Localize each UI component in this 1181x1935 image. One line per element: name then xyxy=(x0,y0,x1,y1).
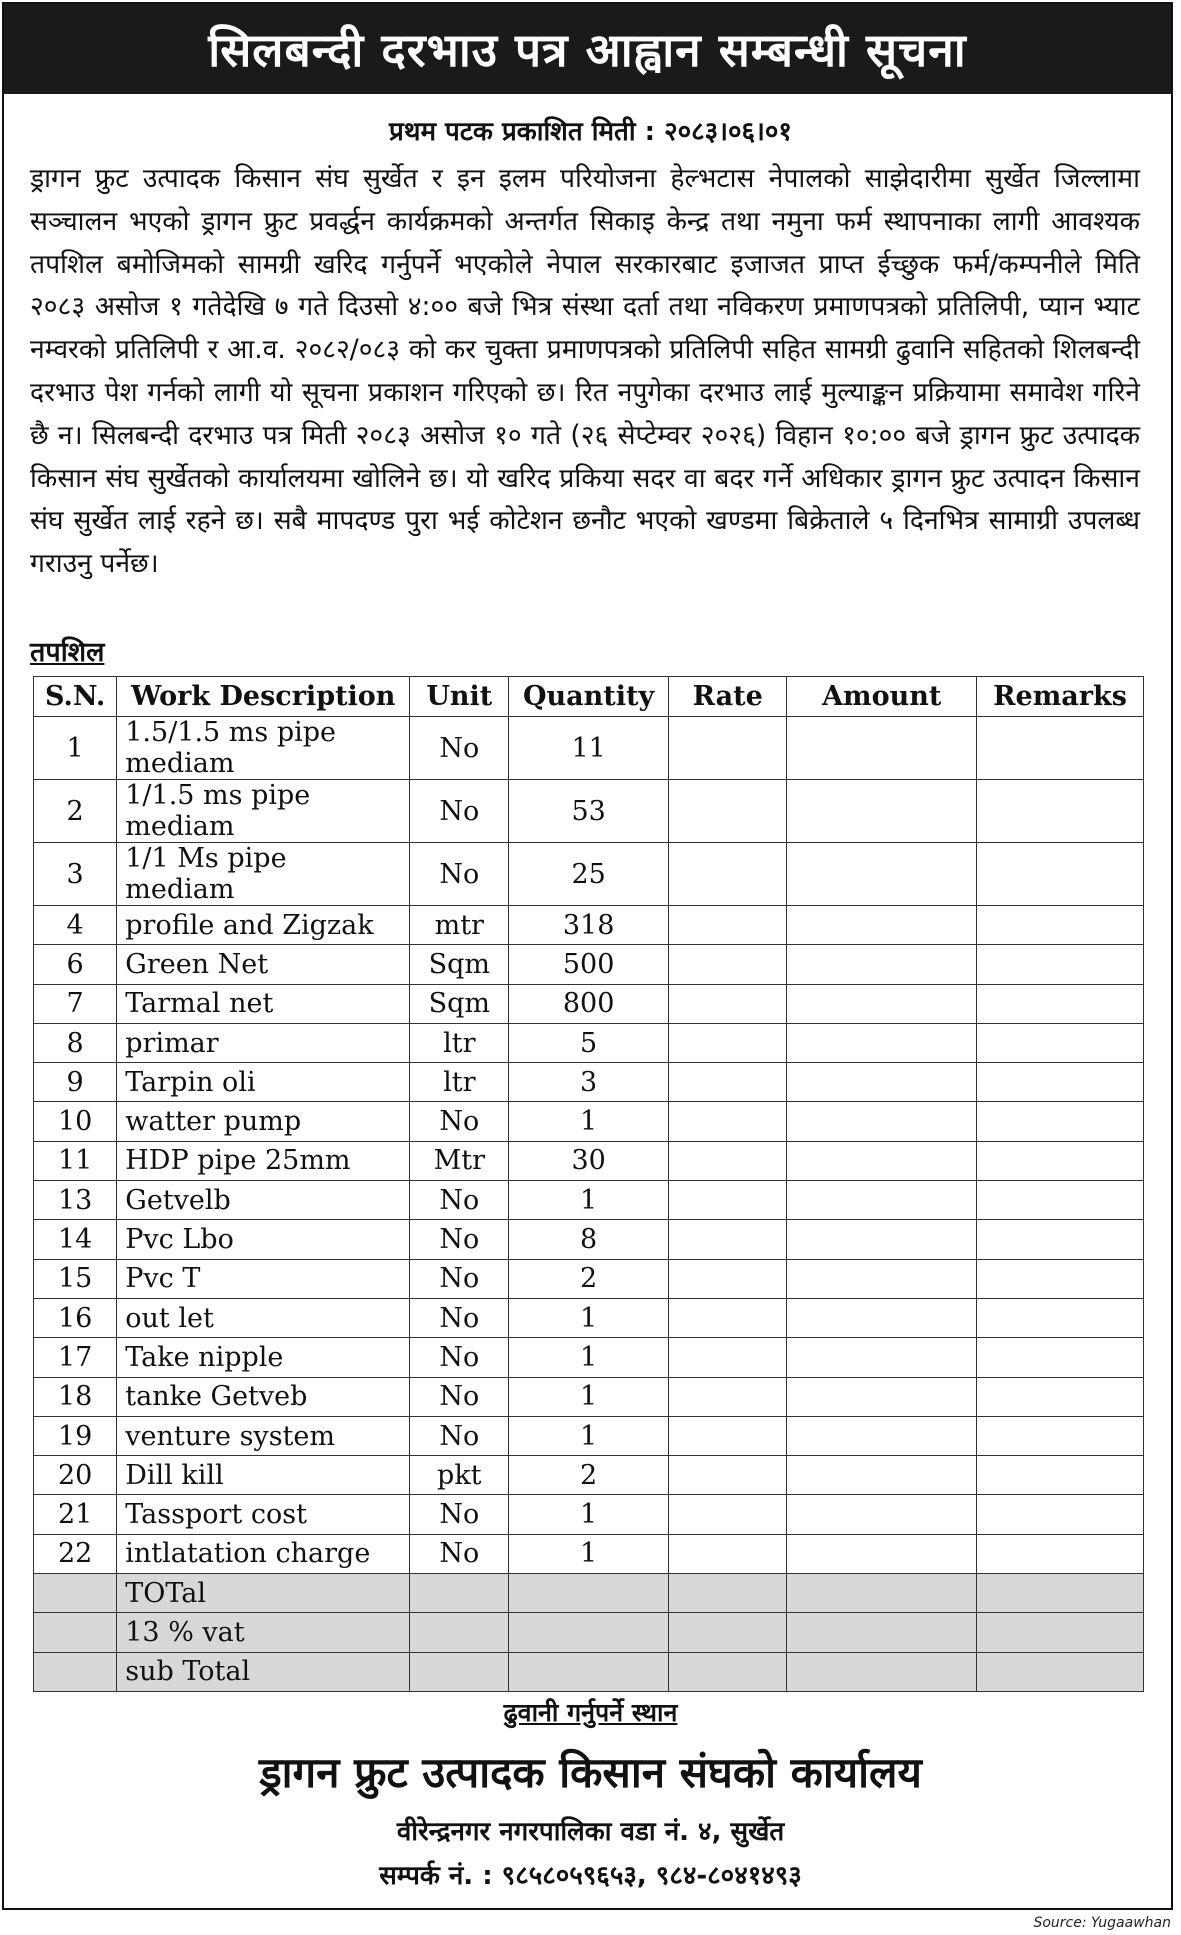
cell-remarks xyxy=(976,1338,1143,1377)
cell-description: Dill kill xyxy=(117,1456,410,1495)
cell-empty xyxy=(410,1652,509,1691)
delivery-location-label: ढुवानी गर्नुपर्ने स्थान xyxy=(503,1698,678,1727)
details-label: तपशिल xyxy=(30,637,105,668)
cell-empty xyxy=(410,1574,509,1613)
cell-remarks xyxy=(976,1416,1143,1455)
cell-amount xyxy=(787,1259,977,1298)
cell-description: out let xyxy=(117,1298,410,1337)
cell-rate xyxy=(668,843,786,906)
cell-remarks xyxy=(976,945,1143,984)
cell-amount xyxy=(787,1298,977,1337)
cell-amount xyxy=(787,1416,977,1455)
cell-unit: No xyxy=(410,1102,509,1141)
table-row xyxy=(34,1102,1144,1141)
cell-description: Green Net xyxy=(117,945,410,984)
col-header-quantity: Quantity xyxy=(509,677,669,717)
cell-empty xyxy=(410,1613,509,1652)
cell-amount xyxy=(787,1141,977,1180)
cell-sn: 22 xyxy=(34,1534,117,1573)
cell-description: HDP pipe 25mm xyxy=(117,1141,410,1180)
cell-empty xyxy=(509,1574,669,1613)
cell-sn: 15 xyxy=(34,1259,117,1298)
cell-description: Tassport cost xyxy=(117,1495,410,1534)
source-credit: Source: Yugaawhan xyxy=(1033,1915,1171,1931)
cell-description: venture system xyxy=(117,1416,410,1455)
cell-sn: 17 xyxy=(34,1338,117,1377)
cell-rate xyxy=(668,945,786,984)
cell-amount xyxy=(787,984,977,1023)
cell-quantity: 1 xyxy=(509,1495,669,1534)
cell-sn: 13 xyxy=(34,1181,117,1220)
cell-remarks xyxy=(976,1534,1143,1573)
cell-summary-label: TOTal xyxy=(117,1574,410,1613)
cell-sn: 3 xyxy=(34,843,117,906)
cell-empty xyxy=(976,1652,1143,1691)
cell-unit: pkt xyxy=(410,1456,509,1495)
notice-body: ड्रागन फ्रुट उत्पादक किसान संघ सुर्खेत र इन इलम परियोजना हेल्भटास नेपालको साझेदारीमा सुर्खेत जिल्लामा सञ्चालन भएको ड्रागन फ्रुट प्रवर्द्धन कार्यक्रमको अन्तर्गत सिकाइ केन्द्र तथा नमुना फर्म स्थापनाका लागी आवश्यक तपशिल बमोजिमको सामग्री खरिद गर्नुपर्ने भएकोले नेपाल सरकारबाट इजाजत प्राप्त ईच्छुक फर्म/कम्पनीले मिति २०८३ असोज १ गतेदेखि ७ गते दिउसो ४:०० बजे भित्र संस्था दर्ता तथा नविकरण प्रमाणपत्रको प्रतिलिपी, प्यान भ्याट नम्वरको प्रतिलिपी र आ.व. २०८२/०८३ को कर चुक्ता प्रमाणपत्रको प्रतिलिपी सहित सामग्री ढुवानि सहितको शिलबन्दी दरभाउ पेश गर्नको लागी यो सूचना प्रकाशन गरिएको छ। रित नपुगेका दरभाउ लाई मुल्याङ्कन प्रक्रियामा समावेश गरिने छै न। सिलबन्दी दरभाउ पत्र मिती २०८३ असोज १० गते (२६ सेप्टेम्वर २०२६) विहान १०:०० बजे ड्रागन फ्रुट उत्पादक किसान संघ सुर्खेतको कार्यालयमा खोलिने छ। यो खरिद प्रकिया सदर वा बदर गर्ने अधिकार ड्रागन फ्रुट उत्पादन किसान संघ सुर्खेत लाई रहने छ। सबै मापदण्ड पुरा भई कोटेशन छनौट भएको खण्डमा बिक्रेताले ५ दिनभित्र सामाग्री उपलब्ध गराउनु पर्नेछ। xyxy=(30,163,1140,580)
cell-unit: ltr xyxy=(410,1023,509,1062)
cell-sn xyxy=(34,1613,117,1652)
cell-amount xyxy=(787,1377,977,1416)
cell-quantity: 1 xyxy=(509,1298,669,1337)
cell-remarks xyxy=(976,1495,1143,1534)
cell-sn: 19 xyxy=(34,1416,117,1455)
office-address: वीरेन्द्रनगर नगरपालिका वडा नं. ४, सुर्खेत xyxy=(396,1817,785,1847)
cell-unit: ltr xyxy=(410,1063,509,1102)
cell-description: Take nipple xyxy=(117,1338,410,1377)
cell-quantity: 3 xyxy=(509,1063,669,1102)
cell-amount xyxy=(787,843,977,906)
cell-unit: mtr xyxy=(410,906,509,945)
cell-rate xyxy=(668,1063,786,1102)
cell-amount xyxy=(787,1495,977,1534)
table-row xyxy=(34,1063,1144,1102)
cell-amount xyxy=(787,1181,977,1220)
cell-rate xyxy=(668,1338,786,1377)
cell-rate xyxy=(668,1456,786,1495)
cell-quantity: 25 xyxy=(509,843,669,906)
table-row xyxy=(34,1377,1144,1416)
cell-description: primar xyxy=(117,1023,410,1062)
summary-row xyxy=(34,1574,1144,1613)
table-row xyxy=(34,1416,1144,1455)
cell-unit: No xyxy=(410,1495,509,1534)
cell-empty xyxy=(787,1613,977,1652)
cell-unit: No xyxy=(410,1377,509,1416)
cell-remarks xyxy=(976,1298,1143,1337)
table-header-row xyxy=(34,677,1144,717)
cell-unit: No xyxy=(410,1259,509,1298)
cell-description: profile and Zigzak xyxy=(117,906,410,945)
table-row xyxy=(34,843,1144,906)
cell-unit: No xyxy=(410,1534,509,1573)
cell-rate xyxy=(668,1181,786,1220)
table-row xyxy=(34,1181,1144,1220)
cell-unit: No xyxy=(410,780,509,843)
cell-empty xyxy=(976,1574,1143,1613)
cell-empty xyxy=(509,1652,669,1691)
cell-rate xyxy=(668,717,786,780)
cell-description: 1.5/1.5 ms pipe mediam xyxy=(117,717,410,780)
cell-remarks xyxy=(976,906,1143,945)
cell-description: Tarpin oli xyxy=(117,1063,410,1102)
table-row xyxy=(34,1259,1144,1298)
cell-unit: Sqm xyxy=(410,945,509,984)
cell-quantity: 2 xyxy=(509,1456,669,1495)
cell-quantity: 1 xyxy=(509,1338,669,1377)
cell-rate xyxy=(668,984,786,1023)
cell-description: 1/1.5 ms pipe mediam xyxy=(117,780,410,843)
cell-sn: 14 xyxy=(34,1220,117,1259)
cell-quantity: 1 xyxy=(509,1416,669,1455)
cell-remarks xyxy=(976,1456,1143,1495)
cell-sn: 11 xyxy=(34,1141,117,1180)
notice-title: सिलबन्दी दरभाउ पत्र आह्वान सम्बन्धी सूचना xyxy=(4,4,1171,94)
col-header-rate: Rate xyxy=(668,677,786,717)
cell-rate xyxy=(668,1102,786,1141)
cell-sn xyxy=(34,1652,117,1691)
cell-rate xyxy=(668,1416,786,1455)
cell-amount xyxy=(787,717,977,780)
cell-unit: Sqm xyxy=(410,984,509,1023)
cell-sn: 8 xyxy=(34,1023,117,1062)
cell-empty xyxy=(668,1652,786,1691)
cell-description: intlatation charge xyxy=(117,1534,410,1573)
table-row xyxy=(34,945,1144,984)
summary-row xyxy=(34,1613,1144,1652)
cell-sn: 1 xyxy=(34,717,117,780)
cell-amount xyxy=(787,1063,977,1102)
cell-quantity: 1 xyxy=(509,1181,669,1220)
table-row xyxy=(34,1338,1144,1377)
table-row xyxy=(34,1495,1144,1534)
cell-quantity: 5 xyxy=(509,1023,669,1062)
cell-description: 1/1 Ms pipe mediam xyxy=(117,843,410,906)
cell-empty xyxy=(668,1574,786,1613)
cell-remarks xyxy=(976,717,1143,780)
cell-sn: 18 xyxy=(34,1377,117,1416)
cell-unit: No xyxy=(410,1416,509,1455)
table-row xyxy=(34,1220,1144,1259)
cell-description: Tarmal net xyxy=(117,984,410,1023)
cell-unit: No xyxy=(410,1220,509,1259)
cell-amount xyxy=(787,1023,977,1062)
cell-empty xyxy=(509,1613,669,1652)
cell-amount xyxy=(787,780,977,843)
contact-numbers: सम्पर्क नं. : ९८५८०५९६५३, ९८४-८०४१४९३ xyxy=(379,1861,802,1891)
cell-quantity: 1 xyxy=(509,1377,669,1416)
cell-rate xyxy=(668,1377,786,1416)
summary-row xyxy=(34,1652,1144,1691)
cell-quantity: 8 xyxy=(509,1220,669,1259)
cell-remarks xyxy=(976,1220,1143,1259)
cell-summary-label: 13 % vat xyxy=(117,1613,410,1652)
cell-unit: No xyxy=(410,1181,509,1220)
table-row xyxy=(34,1023,1144,1062)
table-row xyxy=(34,1456,1144,1495)
cell-rate xyxy=(668,1023,786,1062)
cell-summary-label: sub Total xyxy=(117,1652,410,1691)
cell-quantity: 1 xyxy=(509,1534,669,1573)
cell-sn: 20 xyxy=(34,1456,117,1495)
cell-remarks xyxy=(976,1259,1143,1298)
cell-amount xyxy=(787,945,977,984)
cell-unit: No xyxy=(410,1298,509,1337)
cell-amount xyxy=(787,1534,977,1573)
cell-sn: 9 xyxy=(34,1063,117,1102)
cell-unit: No xyxy=(410,1338,509,1377)
cell-amount xyxy=(787,1102,977,1141)
cell-unit: No xyxy=(410,717,509,780)
cell-empty xyxy=(976,1613,1143,1652)
cell-sn: 2 xyxy=(34,780,117,843)
cell-amount xyxy=(787,1338,977,1377)
table-row xyxy=(34,1141,1144,1180)
cell-rate xyxy=(668,1259,786,1298)
cell-empty xyxy=(787,1574,977,1613)
items-table xyxy=(33,676,1144,1692)
cell-remarks xyxy=(976,1141,1143,1180)
cell-sn: 4 xyxy=(34,906,117,945)
cell-quantity: 2 xyxy=(509,1259,669,1298)
cell-empty xyxy=(787,1652,977,1691)
cell-remarks xyxy=(976,1181,1143,1220)
cell-unit: Mtr xyxy=(410,1141,509,1180)
cell-quantity: 1 xyxy=(509,1102,669,1141)
published-date: प्रथम पटक प्रकाशित मिती : २०८३।०६।०१ xyxy=(389,117,792,147)
cell-sn: 6 xyxy=(34,945,117,984)
cell-quantity: 11 xyxy=(509,717,669,780)
office-name: ड्रागन फ्रुट उत्पादक किसान संघको कार्यालय xyxy=(259,1748,922,1797)
table-row xyxy=(34,984,1144,1023)
cell-empty xyxy=(668,1613,786,1652)
cell-quantity: 500 xyxy=(509,945,669,984)
table-row xyxy=(34,717,1144,780)
cell-remarks xyxy=(976,1377,1143,1416)
cell-rate xyxy=(668,1141,786,1180)
cell-sn: 21 xyxy=(34,1495,117,1534)
col-header-unit: Unit xyxy=(410,677,509,717)
table-row xyxy=(34,1298,1144,1337)
cell-remarks xyxy=(976,1102,1143,1141)
col-header-sn: S.N. xyxy=(34,677,117,717)
table-row xyxy=(34,1534,1144,1573)
cell-rate xyxy=(668,780,786,843)
cell-description: tanke Getveb xyxy=(117,1377,410,1416)
cell-quantity: 318 xyxy=(509,906,669,945)
table-row xyxy=(34,906,1144,945)
cell-sn: 7 xyxy=(34,984,117,1023)
cell-remarks xyxy=(976,1063,1143,1102)
cell-amount xyxy=(787,1220,977,1259)
cell-rate xyxy=(668,1495,786,1534)
cell-unit: No xyxy=(410,843,509,906)
col-header-remarks: Remarks xyxy=(976,677,1143,717)
cell-remarks xyxy=(976,984,1143,1023)
cell-rate xyxy=(668,1220,786,1259)
cell-sn: 16 xyxy=(34,1298,117,1337)
cell-remarks xyxy=(976,843,1143,906)
cell-remarks xyxy=(976,1023,1143,1062)
cell-remarks xyxy=(976,780,1143,843)
cell-description: Pvc T xyxy=(117,1259,410,1298)
cell-rate xyxy=(668,906,786,945)
cell-description: watter pump xyxy=(117,1102,410,1141)
cell-rate xyxy=(668,1534,786,1573)
table-row xyxy=(34,780,1144,843)
cell-amount xyxy=(787,1456,977,1495)
cell-description: Getvelb xyxy=(117,1181,410,1220)
cell-quantity: 30 xyxy=(509,1141,669,1180)
cell-quantity: 53 xyxy=(509,780,669,843)
col-header-description: Work Description xyxy=(117,677,410,717)
col-header-amount: Amount xyxy=(787,677,977,717)
cell-sn xyxy=(34,1574,117,1613)
cell-rate xyxy=(668,1298,786,1337)
cell-description: Pvc Lbo xyxy=(117,1220,410,1259)
cell-amount xyxy=(787,906,977,945)
cell-sn: 10 xyxy=(34,1102,117,1141)
cell-quantity: 800 xyxy=(509,984,669,1023)
